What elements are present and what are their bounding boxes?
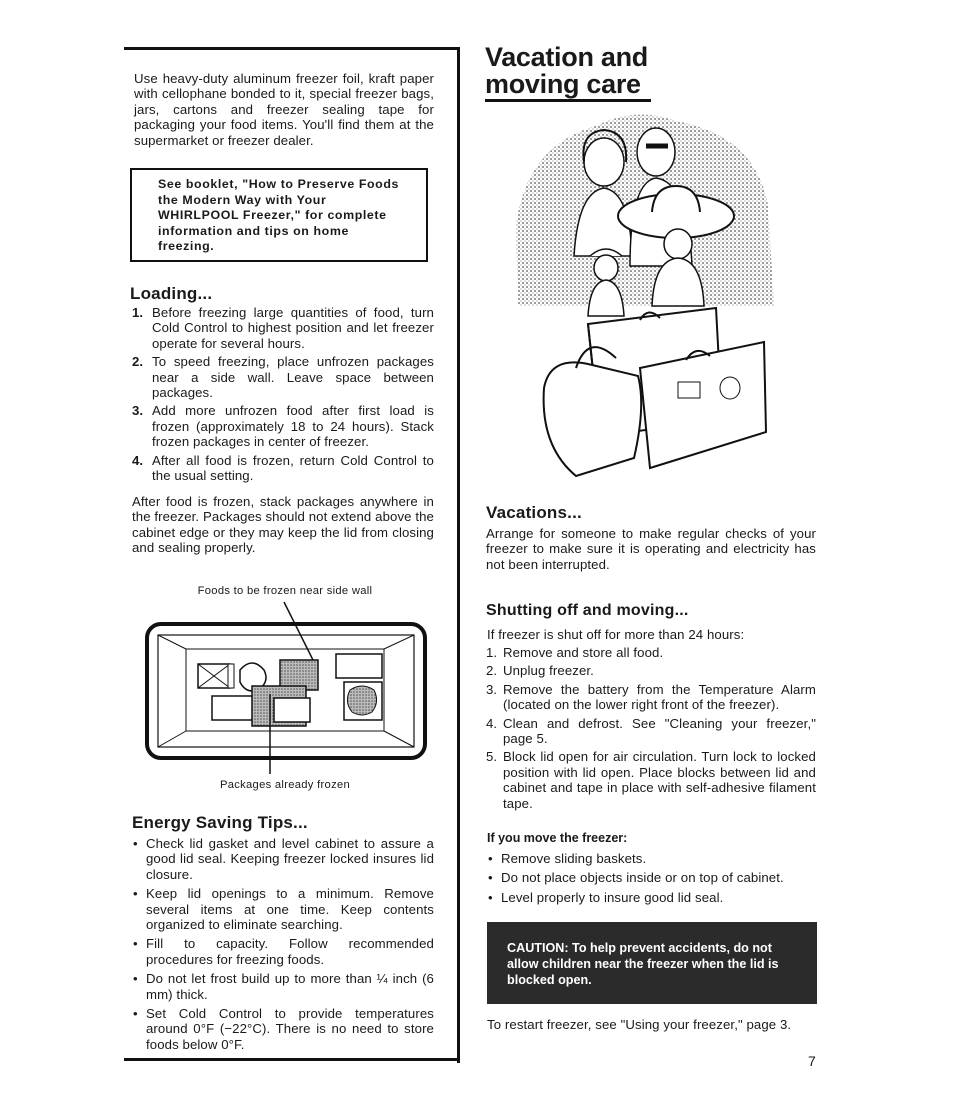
restart-note: To restart freezer, see "Using your freezer," page 3. xyxy=(487,1017,792,1032)
booklet-note: See booklet, "How to Preserve Foods the Modern Way with Your WHIRLPOOL Freezer," for complete information and tips on home freezing. xyxy=(130,168,428,262)
list-item: 4. After all food is frozen, return Cold Control to the usual setting. xyxy=(132,452,434,484)
list-item: • Fill to capacity. Follow recommended procedures for freezing foods. xyxy=(132,936,434,967)
list-item: 2. Unplug freezer. xyxy=(486,663,594,679)
freezer-loading-illustration xyxy=(140,598,432,782)
vacations-heading: Vacations... xyxy=(486,503,582,522)
page-title: Vacation and moving care xyxy=(485,42,648,99)
list-item: 3. Remove the battery from the Temperature Alarm (located on the lower right front of the freezer). xyxy=(486,681,816,713)
vacations-paragraph: Arrange for someone to make regular checks of your freezer to make sure it is operating and electricity has not been interrupted. xyxy=(486,526,816,572)
bottom-rule xyxy=(124,1058,460,1061)
list-item: • Level properly to insure good lid seal. xyxy=(487,890,817,905)
list-item: • Do not let frost build up to more than ¼ inch (6 mm) thick. xyxy=(132,971,434,1002)
moving-heading: Shutting off and moving... xyxy=(486,602,689,619)
energy-heading: Energy Saving Tips... xyxy=(132,813,308,832)
move-freezer-heading: If you move the freezer: xyxy=(487,831,628,845)
list-item: 3. Add more unfrozen food after first load is frozen (approximately 18 to 24 hours). Stack frozen packages in center of freezer. xyxy=(132,403,434,450)
caption-side-wall: Foods to be frozen near side wall xyxy=(197,585,373,597)
list-item: 4. Clean and defrost. See "Cleaning your freezer," page 5. xyxy=(486,715,816,747)
energy-tips xyxy=(132,836,434,1056)
page-number: 7 xyxy=(808,1053,816,1069)
list-item: 1. Remove and store all food. xyxy=(486,645,664,660)
list-item: • Set Cold Control to provide temperatures around 0°F (−22°C). There is no need to store foods below 0°F. xyxy=(132,1006,434,1052)
list-item: 2. To speed freezing, place unfrozen packages near a side wall. Leave space between packages. xyxy=(132,354,434,401)
list-item: • Keep lid openings to a minimum. Remove several items at one time. Keep contents organized to eliminate searching. xyxy=(132,886,434,932)
family-luggage-illustration xyxy=(506,106,786,482)
loading-heading: Loading... xyxy=(130,284,213,303)
title-underline xyxy=(485,99,651,102)
list-item: • Check lid gasket and level cabinet to assure a good lid seal. Keeping freezer locked insures lid closure. xyxy=(132,836,434,882)
moving-steps xyxy=(486,645,816,814)
list-item: • Remove sliding baskets. xyxy=(487,851,817,866)
caption-already-frozen: Packages already frozen xyxy=(219,779,351,791)
move-bullets xyxy=(487,851,817,909)
top-rule xyxy=(124,47,460,50)
intro-paragraph: Use heavy-duty aluminum freezer foil, kraft paper with cellophane bonded to it, special freezer bags, jars, cartons and freezer sealing tape for packaging your food items. You'll find them at the supermarket or freezer dealer. xyxy=(134,71,434,148)
moving-intro: If freezer is shut off for more than 24 hours: xyxy=(487,627,745,642)
column-divider xyxy=(457,47,460,1063)
list-item: 1. Before freezing large quantities of food, turn Cold Control to highest position and let freezer operate for several hours. xyxy=(132,305,434,351)
after-frozen-paragraph: After food is frozen, stack packages anywhere in the freezer. Packages should not extend above the cabinet edge or they may keep the lid from closing and sealing properly. xyxy=(132,494,434,556)
list-item: • Do not place objects inside or on top of cabinet. xyxy=(487,870,817,885)
list-item: 5. Block lid open for air circulation. Turn lock to locked position with lid open. Place blocks between lid and cabinet and tape in place with self-adhesive filament tape. xyxy=(486,749,816,811)
loading-steps xyxy=(130,305,434,486)
caution-box: CAUTION: To help prevent accidents, do not allow children near the freezer when the lid is blocked open. xyxy=(487,922,817,1004)
